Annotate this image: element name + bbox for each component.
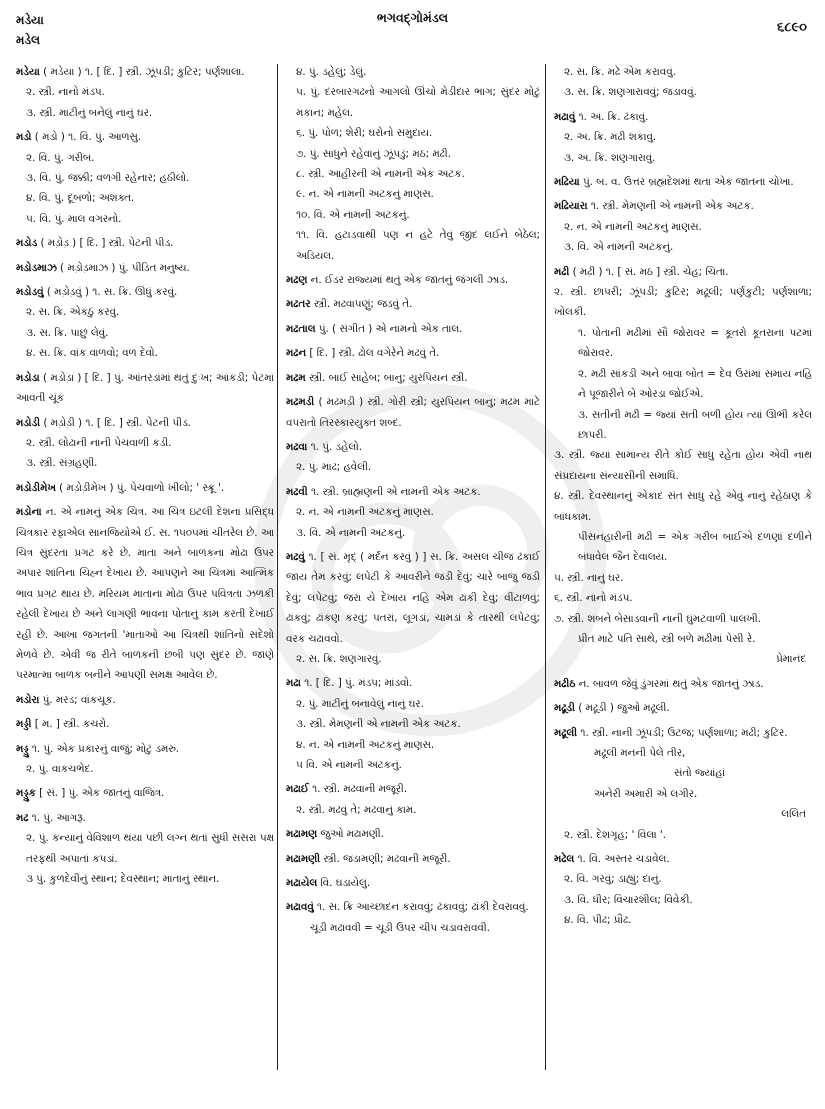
sense: ૨. વિ. ગરવું; ડાહ્યું; દાનું. <box>564 873 662 886</box>
definition: પું. મરડ; વાંકચૂક. <box>42 693 116 706</box>
dictionary-entry <box>286 319 540 339</box>
sense: ૩. સ્ત્રી. જ્યાં સામાન્ય રીતે કોઈ સાધુ રહેતા હોય એવી નાથ સંપ્રદાયના સંન્યાસીની સમાધિ. <box>554 449 812 482</box>
headword: મઢિયારા <box>554 200 588 213</box>
definition: ( મડ઼ોડ઼ી ) ૧. [ દિ. ] સ્ત્રી. પેટની પીડ. <box>43 416 191 429</box>
definition: ૧. અ. ક્રિ. ઢંકાવું. <box>578 110 649 123</box>
headword: મઢૂલી <box>554 726 578 739</box>
sense: ૨. અ. ક્રિ. મઢી શકાવું. <box>564 131 657 144</box>
definition: ૧. પું. ડહેલો. <box>310 440 363 453</box>
headword: મઢવું <box>286 550 305 563</box>
definition: ૧. સ. ક્રિ આચ્છાદન કરાવવું; ઢંકાવવું; ઢાંકી દેવરાવવું. <box>317 901 529 914</box>
sense: ૪. સ્ત્રી. દેવસ્થાનનું એકાદ સંત સાધુ રહે એવું નાનું રહેઠાણ કે બાંધકામ. <box>554 490 812 523</box>
definition: ન. ઈડર રાજ્યમાં થતું એક જાતનું જંગલી ઝાડ. <box>310 274 509 287</box>
sense: ૨. વિ. પું. ગરીબ. <box>26 151 95 164</box>
sense: ૭. પું. સાધુને રહેવાનું ઝૂંપડું; મઠ; મઢી. <box>296 147 451 160</box>
verse-author: લલિત <box>781 808 806 821</box>
sense: ૩. વિ. એ નામની અટકનું. <box>564 241 674 254</box>
sense: ૨. સ્ત્રી. નાનો મંડપ. <box>26 86 105 99</box>
definition: વિ. ઘડાયેલું. <box>320 877 371 890</box>
column-divider <box>277 64 278 1070</box>
headword: મઢણ <box>286 274 308 287</box>
headword: મડ્ડુક <box>16 787 36 800</box>
sense: ૩. વિ. ધીર; વિચારશીલ; વિવેકી. <box>564 893 693 906</box>
headword: મઢાઈ <box>286 783 309 796</box>
dictionary-entry <box>286 897 540 938</box>
definition: ( મઢ઼ી ) ૧. [ સં. મઠ ] સ્ત્રી. ચેહ; ચિતા. <box>572 265 729 278</box>
headword: મઢવી <box>286 485 308 498</box>
dictionary-entry <box>16 502 274 686</box>
sense: ૯. ન. એ નામની અટકનું માણસ. <box>296 188 434 201</box>
sense: ૩. સ્ત્રી. માટીનું બનેલું નાનું ઘર. <box>26 106 153 119</box>
dictionary-entry <box>554 196 812 257</box>
sense: ૫. સ્ત્રી. નાનું ઘર. <box>554 571 624 584</box>
sense: ૩. સ્ત્રી. સંગ્રહણી. <box>26 457 98 470</box>
sense: ૨. પું. માટીનું બનાવેલું નાનું ઘર. <box>296 697 424 710</box>
dictionary-entry <box>16 413 274 474</box>
dictionary-entry <box>286 873 540 893</box>
sense: ૩. સ. ક્રિ. શણગારાવવું; જડાવવું. <box>564 86 697 99</box>
headword: મઢતાલ <box>286 322 316 335</box>
sense: ૧૧. વિ. હટાડવાથી પણ ન હટે તેવું જીદ લઈને બેઠેલ; અડિયલ. <box>296 229 540 262</box>
usage-example: ૧. પોતાની મઢીમાં સૌ જોરાવર = કૂતરો કૂતરાના પટમાં જોરાવર. <box>578 326 812 360</box>
definition: ( મડ઼ોડ઼માઝ ) પું. પીડિત મનુષ્ય. <box>60 261 190 274</box>
sense: ૨. પું. માઢ; હવેલી. <box>296 461 372 474</box>
dictionary-entry <box>286 437 540 478</box>
headword: મઢાયેલ <box>286 877 318 890</box>
headword: મઢામણી <box>286 852 321 865</box>
usage-example: ચૂડી મઢાવવી = ચૂડી ઉપર ચીપ ચડાવરાવવી. <box>310 921 490 934</box>
column-divider <box>545 64 546 1070</box>
definition: ૧. પું. આગરૂ. <box>31 811 86 824</box>
definition: પું. ( સંગીત ) એ નામનો એક તાલ. <box>318 322 463 335</box>
dictionary-entry <box>554 674 812 694</box>
dictionary-entry <box>16 714 274 734</box>
sense: ૨. પું. કન્યાનું વેવિશાળ થયા પછી લગ્ન થતાં સુધી સસરા પક્ષ તરફથી અપાતાં કપડાં. <box>26 832 274 865</box>
dictionary-entry <box>286 482 540 543</box>
definition: ( મડ઼ોડ઼વું ) ૧. સ. ક્રિ. ઊંધું કરવું. <box>46 286 178 299</box>
definition: ( મડ઼ોડ઼ા ) [ દિ. ] પું. આંતરડાંમાં થતું દુઃખ; આંકડી; પેટમાં આવતી ચૂંક <box>16 371 275 405</box>
headword: મડ્ડી <box>16 718 32 731</box>
headword: મઢમ <box>286 371 306 384</box>
sense: ૭. સ્ત્રી. શબને બેસાડવાની નાની ઘુંમટવાળી પાલખી. <box>554 612 762 625</box>
sense: ૪. વિ. પીઢ; પ્રૌઢ. <box>564 914 632 927</box>
dictionary-title: ભગવદ્ગોમંડલ <box>376 10 449 25</box>
definition: ૧. વિ. અસ્તર ચડાવેલ. <box>577 853 670 866</box>
verse-line: અનેરી અમારી એ લગીર. <box>594 787 698 800</box>
dictionary-entry <box>286 673 540 775</box>
headword: મઢિયા <box>554 176 580 189</box>
column-middle <box>286 62 540 1089</box>
definition: [ મ. ] સ્ત્રી. કચરો. <box>34 718 110 731</box>
headword: મઢીઠ <box>554 677 576 690</box>
definition: ( મડેયા ) ૧. [ દિ. ] સ્ત્રી. ઝૂંપડી; કુટિર; પર્ણશાલા. <box>43 66 245 78</box>
usage-example: ૨. મઢી સાંકડી અને બાવા બોત = દેવ ઉરાંમાં સમાય નહિ ને પૂજારીને બે ઓરડા જોઈએ. <box>578 367 812 401</box>
sense: ૧૦. વિ. એ નામની અટકનું. <box>296 208 410 221</box>
definition: [ દિ. ] સ્ત્રી. ઢોલ વગેરેને મઢવું તે. <box>309 347 440 360</box>
dictionary-entry <box>286 392 540 433</box>
dictionary-entry <box>286 824 540 844</box>
sense: ૩. વિ. પું. જક્કી; વળગી રહેનાર; હઠીલો. <box>26 172 190 185</box>
dictionary-entry <box>16 808 274 890</box>
headword: મડેયા <box>16 66 40 78</box>
headword: મઢમડી <box>286 396 315 409</box>
definition: ( મઢૂડ઼ી ) જુઓ મઢૂલી. <box>578 702 670 715</box>
sense: ૨. સ. ક્રિ. મઢે એમ કરાવવું. <box>564 66 676 78</box>
dictionary-entry <box>16 258 274 278</box>
column-right <box>554 62 812 1089</box>
definition: ૧. સ્ત્રી. નાની ઝૂંપડી; ઉટજ; પર્ણશાળા; મઢી; કુટિર. <box>580 726 788 739</box>
guide-word-first: મડેયા <box>16 13 44 27</box>
sense: ૮. સ્ત્રી. આહીરની એ નામની એક અટક. <box>296 168 465 181</box>
sense: ૩. વિ. એ નામની અટકનું. <box>296 526 406 539</box>
sense: ૫. વિ. પું. માલ વગરનો. <box>26 212 122 225</box>
dictionary-entry <box>16 739 274 780</box>
dictionary-entry <box>554 262 812 670</box>
definition: ( મડ઼ોડ઼ ) [ દિ. ] સ્ત્રી. પેટની પીડ. <box>40 237 174 250</box>
definition: ( મડ઼ોડ઼ીમેખ ) પું. પેચવાળો ખીલો; ' સ્ક્રૂ '. <box>59 481 225 494</box>
sense: ૨. સ. ક્રિ. શણગારવું. <box>296 652 382 665</box>
dictionary-entry <box>16 783 274 803</box>
headword: મઢામણ <box>286 828 318 841</box>
headword: મઢ <box>16 811 29 824</box>
sense: ૩. અ. ક્રિ. શણગારાવું. <box>564 151 656 164</box>
definition: ૧. સ્ત્રી. બ્રાહ્મણની એ નામની એક અટક. <box>311 485 481 498</box>
headword: મઢૂડી <box>554 702 575 715</box>
dictionary-entry <box>16 127 274 229</box>
headword: મડોડીમેખ <box>16 481 56 494</box>
verse-line: સંતો જ્યાંહાં <box>674 767 726 780</box>
citation-author: પ્રેમાનંદ <box>776 653 806 666</box>
dictionary-entry <box>286 294 540 314</box>
headword: મડોડી <box>16 416 41 429</box>
headword: મડોડ <box>16 237 38 250</box>
sense: ૬. સ્ત્રી. નાનો મંડપ. <box>554 592 633 605</box>
dictionary-entry <box>286 547 540 669</box>
headword: મડોરા <box>16 693 40 706</box>
sense: ૪. પું. ડહેલું; ડેલું. <box>296 66 367 78</box>
definition: સ્ત્રી. મઢવાપણું; જડવું તે. <box>313 298 413 311</box>
sense: ૫. પું. દરબારગઢનો આગલો ઊંચો મેડીદાર ભાગ; સુંદર મોટું મકાન; મહેલ. <box>296 86 540 119</box>
dictionary-entry <box>286 368 540 388</box>
dictionary-entry <box>554 698 812 718</box>
headword: મડોડવું <box>16 286 44 299</box>
dictionary-entry <box>286 270 540 290</box>
headword: મડ્ડુ <box>16 742 29 755</box>
usage-example: ૩. સતીની મઢી = જ્યાં સતી બળી હોય ત્યાં ઊભી કરેલ છાપરી. <box>578 408 812 441</box>
dictionary-entry <box>16 690 274 710</box>
usage-example: પીસનહારીની મઢી = એક ગરીબ બાઈએ દળણાં દળીને બંધાવેલ જૈન દેવાલય. <box>578 530 812 564</box>
sense: ૩ પું. કુળદેવીનું સ્થાન; દેવસ્થાન; માતાનું સ્થાન. <box>26 873 220 886</box>
sense: ૨. સ્ત્રી. લોઢાની નાની પેચવાળી કડી. <box>26 436 172 449</box>
sense: ૪. વિ. પું. દૂબળો; અશક્ત. <box>26 192 135 205</box>
headword: મઢેલ <box>554 853 575 866</box>
headword: મડોડમાઝ <box>16 261 57 274</box>
definition: ૧. સ્ત્રી. મઢવાની મજૂરી. <box>312 783 408 796</box>
sense: ૩. સ્ત્રી. મેમણની એ નામની એક અટક. <box>296 718 461 731</box>
definition: જુઓ મઢામણી. <box>320 828 384 841</box>
headword: મઢાવવું <box>286 901 314 914</box>
definition: સ્ત્રી. બાઈ સાહેબ; બાનુ; યુરપિયન સ્ત્રી. <box>308 371 468 384</box>
dictionary-entry <box>16 478 274 498</box>
dictionary-entry <box>554 849 812 931</box>
verse-line: મઢૂલી મનની પેલે તીર, <box>594 747 686 759</box>
sense: ૪. ન. એ નામની અટકનું માણસ. <box>296 738 435 751</box>
definition: ૧. [ દિ. ] પું. મંડપ; માંડવો. <box>304 677 413 690</box>
headword: મડો <box>16 131 32 144</box>
headword: મઢવા <box>286 440 308 453</box>
dictionary-entry <box>286 779 540 820</box>
page-number: ૬૮૯૦ <box>777 20 807 35</box>
definition: ( મડો ) ૧. વિ. પું. આળસુ. <box>34 131 141 144</box>
dictionary-entry-continued <box>286 62 540 266</box>
dictionary-entry <box>16 368 274 409</box>
headword: મડોના <box>16 506 42 519</box>
sense: ૨. સ્ત્રી. મઢવું તે; મઢવાનું કામ. <box>296 803 417 816</box>
definition: ન. બાવળ જેવું ડુંગરમાં થતું એક જાતનું ઝાડ. <box>578 677 764 690</box>
definition: પું. બ. વ. ઉત્તર બ્રહ્મદેશમાં થતા એક જાતના ચોખા. <box>582 176 794 189</box>
sense: ૨. ન. એ નામની અટકનું માણસ. <box>564 220 702 233</box>
guide-word-last: મડેલ <box>16 33 41 47</box>
sense: ૫ વિ. એ નામની અટકનું. <box>296 759 402 771</box>
dictionary-entry <box>554 723 812 845</box>
dictionary-entry <box>16 282 274 364</box>
definition: ન. એ નામનું એક ચિત્ર. આ ચિત્ર ઇટલી દેશના પ્રસિદ્ધ ચિત્રકાર રફાએલ સાનજિયોએ ઈ. સ. ૧૫૦૫માં ચીતરેલ છે. આ ચિત્ર સુંદરતા પ્રગટ કરે છે. માતા અને બાળકના મોઢા ઉપર અપાર શાંતિના ચિહ્ન દેખાય છે. આપણને આ ચિત્રમાં આત્મિક ભાવ પ્રગટ થાય છે. મરિયમ માતાના મોઢા ઉપર પવિત્રતા ઝળકી રહેલી દેખાય છે અને લાગણી ભાવના પોતાનું કામ કરતી દેખાઈ રહી છે. આખા જગતની 'માતાઓ આ ચિત્રથી શાંતિનો સંદેશો મેળવે છે. એવી જ રીતે બાળકની છબી પણ સુંદર છે. જાણે પરમાત્મા બાળક બનીને આપણી સમક્ષ આવેલ છે. <box>16 506 274 682</box>
definition: ૧. સ્ત્રી. મેમણની એ નામની એક અટક. <box>590 200 754 213</box>
dictionary-entry <box>286 849 540 869</box>
dictionary-entry <box>286 343 540 363</box>
sense: ૩. સ. ક્રિ. પાછું લેવું. <box>26 326 109 339</box>
definition: ( મઢમડ઼ી ) સ્ત્રી. ગોરી સ્ત્રી; યુરપિયન બાનુ; મઢમ માટે વપરાતો તિરસ્કારયુક્ત શબ્દ. <box>286 396 540 429</box>
dictionary-entry <box>554 172 812 192</box>
sense: ૪. સ. ક્રિ. વાંક વાળવો; વળ દેવો. <box>26 347 158 360</box>
definition: ૧. પું. એક પ્રકારનું વાજું; મોટું ડમરુ. <box>31 742 180 755</box>
sense: ૨. સ્ત્રી. દેશગૃહ; ' વિલા '. <box>564 828 667 841</box>
sense: ૨. સ્ત્રી. છાપરી; ઝૂંપડી; કુટિર; મઢૂલી; પર્ણકુટી; પર્ણશાળા; ખોલકી. <box>554 286 812 319</box>
headword: મઢાવું <box>554 110 576 123</box>
sense: ૨. સ. ક્રિ. એકઠું કરવું. <box>26 306 120 319</box>
citation-text: પ્રીત માટે પતિ સાથે, સ્ત્રી બળે મઢીમાં પેસી રે. <box>578 632 756 645</box>
dictionary-entry <box>16 62 274 123</box>
definition: [ સં. ] પું. એક જાતનું વાજિંત્ર. <box>39 787 165 800</box>
definition: સ્ત્રી. જડામણી; મઢવાની મજૂરી. <box>323 852 451 865</box>
dictionary-entry <box>16 233 274 253</box>
sense: ૨. પું. વાકચભેદ. <box>26 763 94 775</box>
headword: મઢન <box>286 347 307 360</box>
headword: મઢા <box>286 677 301 690</box>
headword: મઢી <box>554 265 570 278</box>
dictionary-entry <box>554 107 812 168</box>
column-left <box>16 62 274 1089</box>
headword: મડોડા <box>16 371 40 384</box>
sense: ૬. પું. પોળ; શેરી; ઘરોનો સમુદાય. <box>296 127 433 140</box>
headword: મઢતર <box>286 298 311 311</box>
definition: ૧. [ સં. મૃદ્ ( મર્દન કરવું ) ] સ. ક્રિ. અસલ ચીજ ઢંકાઈ જાય તેમ કરવું; લપેટી કે આવરીને જડી દેવું; ચારે બાજુ જડી દેવું; લપેટવું; જરા યે દેખાય નહિ એમ ઢાંકી દેવું; વીંટાળવું; ઢાંકવું; ઢાંકણ કરવું; પતરાં, લૂગડાં, ચામડાં કે તારથી લપેટવું; વરક ચઢાવવો. <box>286 550 540 645</box>
dictionary-entry-continued <box>554 62 812 103</box>
sense: ૨. ન. એ નામની અટકનું માણસ. <box>296 506 434 519</box>
